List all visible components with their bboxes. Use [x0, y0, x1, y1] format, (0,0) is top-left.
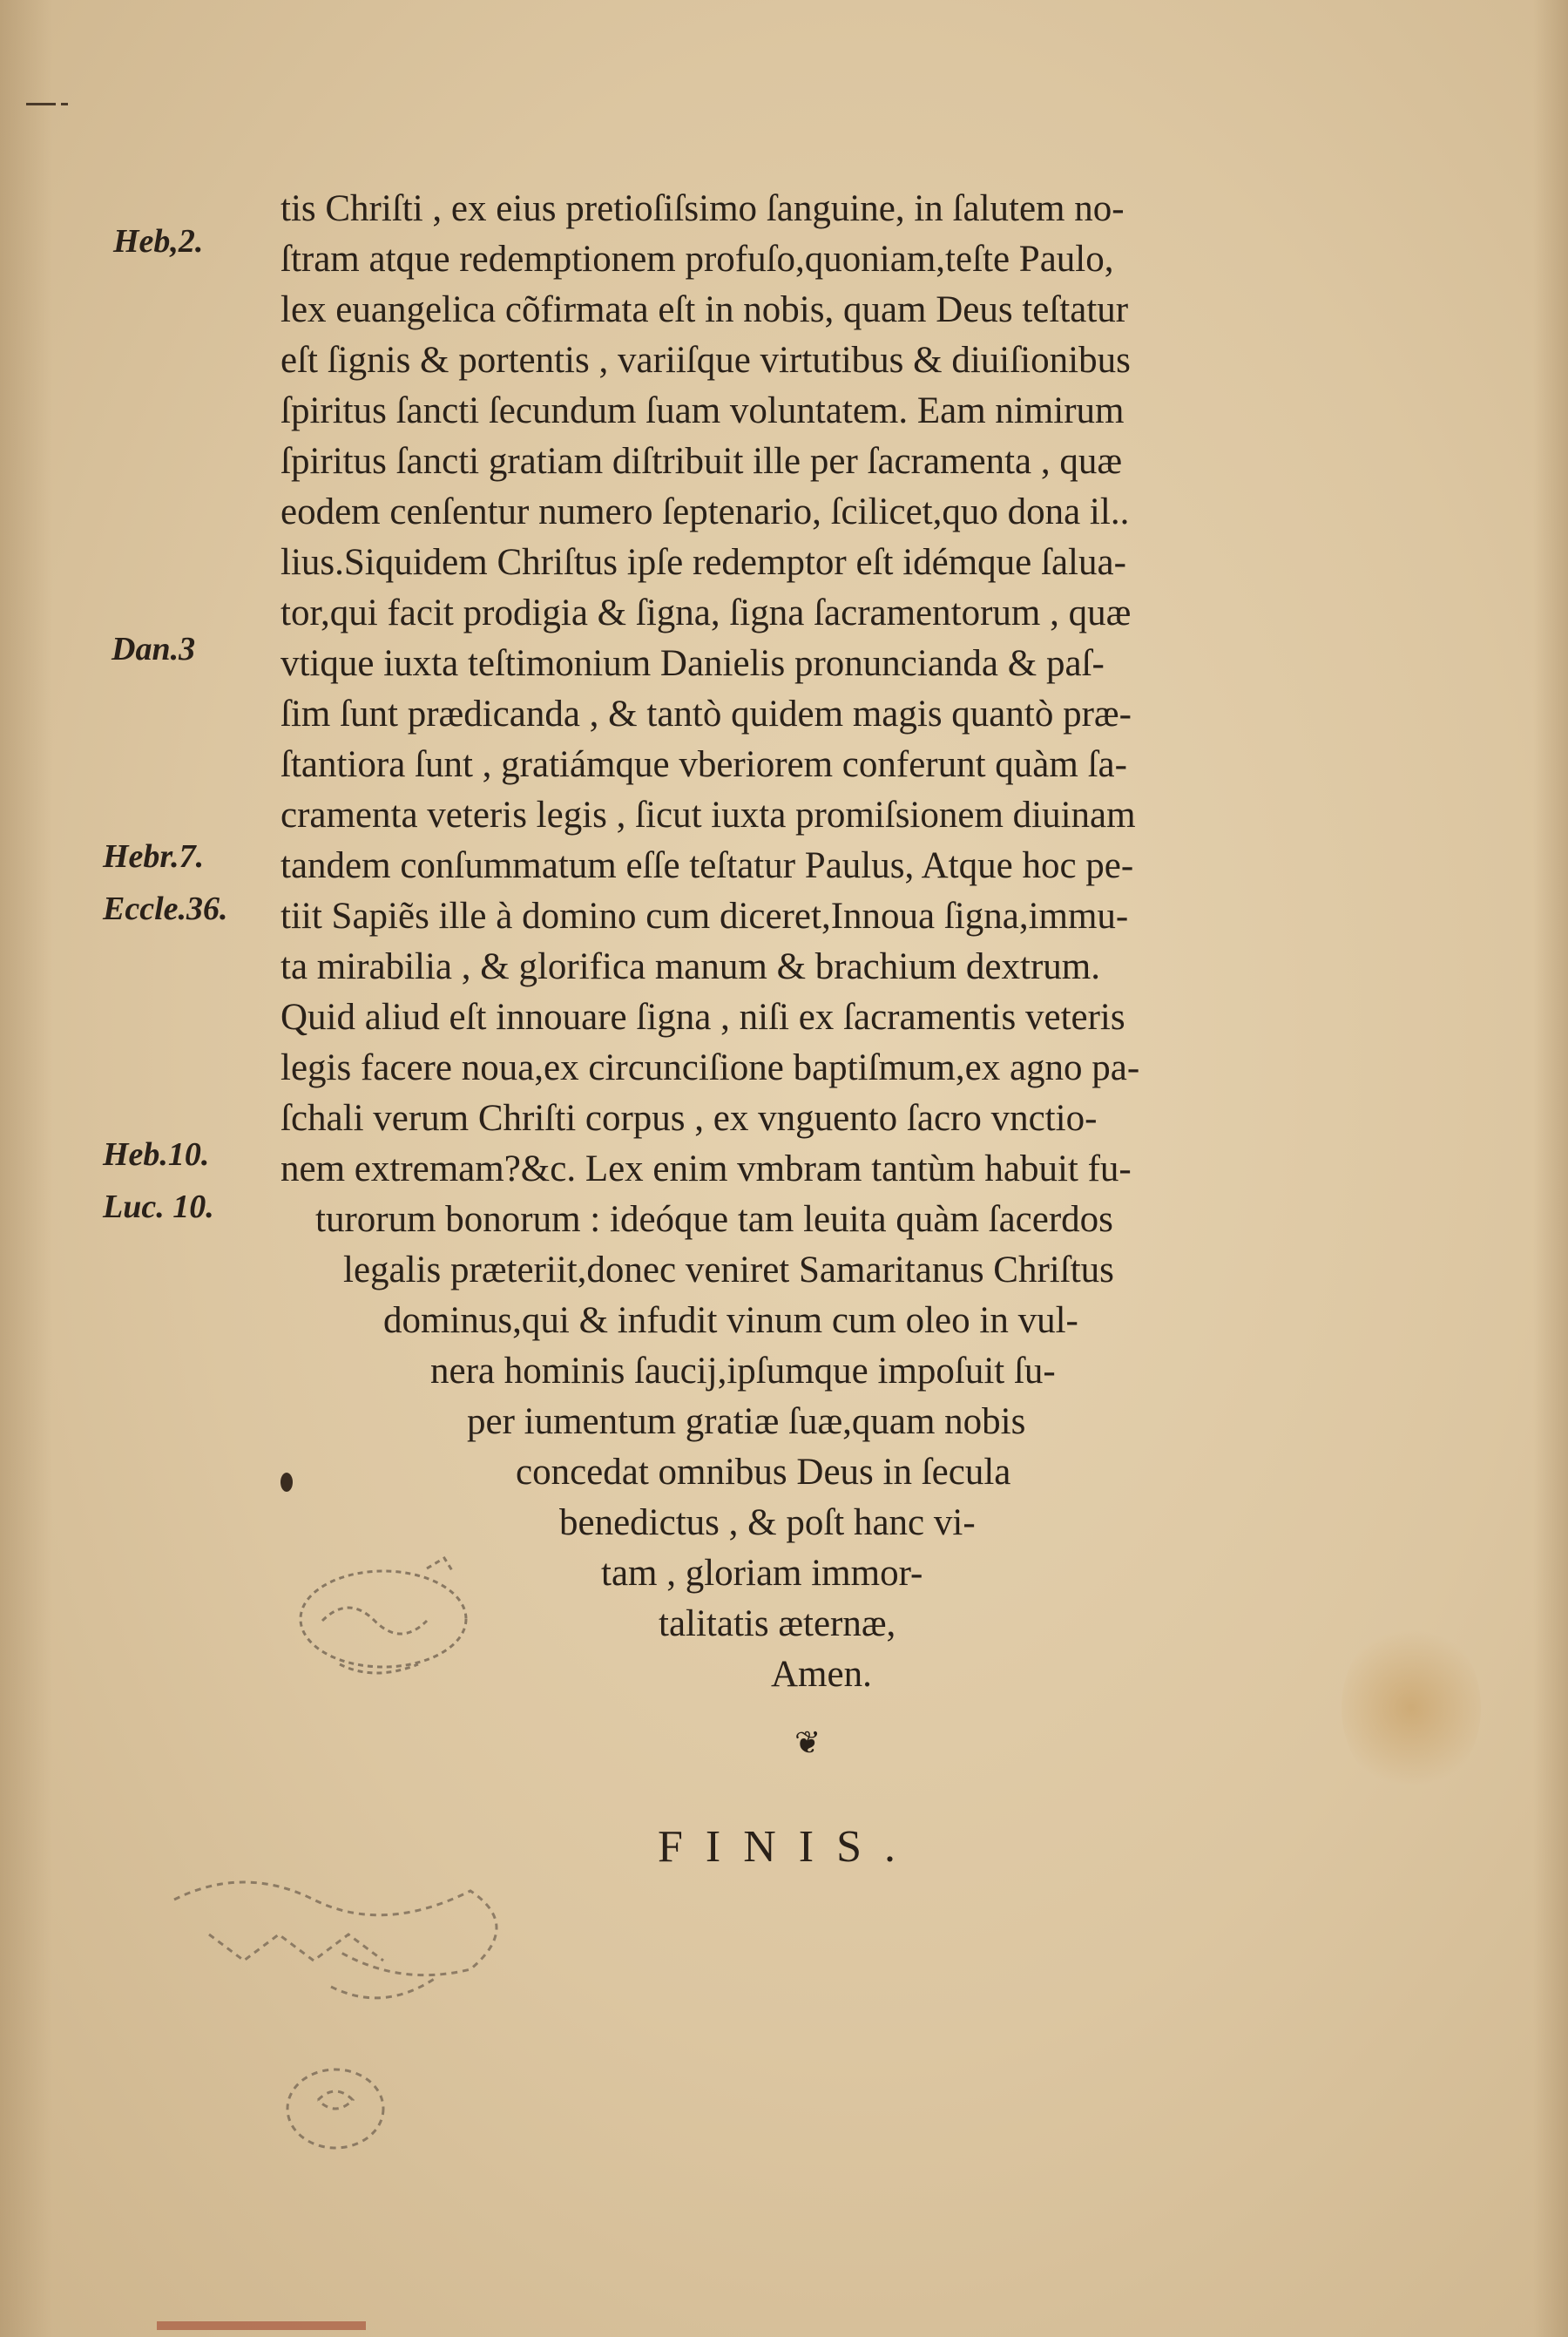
text-line: talitatis æternæ,: [659, 1603, 896, 1644]
ink-dot: [280, 1473, 293, 1492]
page-edge-shadow-right: [1533, 0, 1568, 2337]
text-line: ſtram atque redemptionem profuſo,quoniam,teſte Paulo,: [280, 239, 1114, 280]
margin-note: Heb,2.: [113, 223, 204, 260]
text-line: ſim ſunt prædicanda , & tantò quidem magis quantò præ-: [280, 694, 1132, 735]
text-line: nera hominis ſaucij,ipſumque impoſuit ſu-: [430, 1351, 1056, 1392]
margin-note: Dan.3: [112, 631, 196, 667]
finis-heading: FINIS.: [658, 1822, 919, 1872]
text-line: ſtantiora ſunt , gratiámque vberiorem conferunt quàm ſa-: [280, 744, 1127, 785]
text-line: cramenta veteris legis , ſicut iuxta promiſsionem diuinam: [280, 795, 1136, 836]
page-edge-shadow-left: [0, 0, 52, 2337]
text-line: vtique iuxta teſtimonium Danielis pronuncianda & paſ-: [280, 643, 1105, 684]
text-line: Quid aliud eſt innouare ſigna , niſi ex ſacramentis veteris: [280, 997, 1125, 1038]
text-line: eſt ſignis & portentis , variiſque virtutibus & diuiſionibus: [280, 340, 1131, 381]
text-line: lius.Siquidem Chriſtus ipſe redemptor eſt idémque ſaluа-: [280, 542, 1126, 583]
text-line: legalis præteriit,donec veniret Samaritanus Chriſtus: [343, 1250, 1114, 1290]
text-line: legis facere noua,ex circunciſione baptiſmum,ex agno pa-: [280, 1047, 1140, 1088]
corner-mark: [26, 103, 56, 105]
margin-note: Luc. 10.: [103, 1189, 214, 1225]
text-line: tandem conſummatum eſſe teſtatur Paulus, Atque hoc pe-: [280, 845, 1134, 886]
text-line: dominus,qui & infudit vinum cum oleo in vul-: [383, 1300, 1078, 1341]
text-line: Amen.: [771, 1654, 872, 1695]
corner-mark: [61, 103, 68, 105]
text-line: concedat omnibus Deus in ſecula: [516, 1452, 1011, 1493]
margin-note: Heb.10.: [103, 1136, 210, 1173]
text-line: ſpiritus ſancti gratiam diſtribuit ille per ſacramenta , quæ: [280, 441, 1123, 482]
text-line: ta mirabilia , & glorifica manum & brachium dextrum.: [280, 946, 1100, 987]
text-line: lex euangelica cõfirmata eſt in nobis, quam Deus teſtatur: [280, 289, 1129, 330]
text-line: ſpiritus ſancti ſecundum ſuam voluntatem. Eam nimirum: [280, 390, 1125, 431]
ornament-icon: ❦: [794, 1725, 821, 1761]
text-line: eodem cenſentur numero ſeptenario, ſcilicet,quo dona il..: [280, 491, 1130, 532]
text-line: turorum bonorum : ideóque tam leuita quàm ſacerdos: [315, 1199, 1113, 1240]
text-line: tor,qui facit prodigia & ſigna, ſigna ſacramentorum , quæ: [280, 593, 1132, 633]
text-line: per iumentum gratiæ ſuæ,quam nobis: [467, 1401, 1026, 1442]
text-line: nem extremam?&c. Lex enim vmbram tantùm habuit fu-: [280, 1148, 1132, 1189]
text-line: tis Chriſti , ex eius pretioſiſsimo ſanguine, in ſalutem no-: [280, 188, 1125, 229]
margin-note: Hebr.7.: [103, 838, 205, 875]
text-line: tiit Sapiẽs ille à domino cum diceret,Innoua ſigna,immu-: [280, 896, 1129, 937]
paper-stain: [1342, 1621, 1481, 1795]
text-line: ſchali verum Chriſti corpus , ex vnguento ſacro vnctio-: [280, 1098, 1098, 1139]
bottom-edge-mark: [157, 2321, 366, 2330]
margin-note: Eccle.36.: [103, 891, 228, 927]
text-line: benedictus , & poſt hanc vi-: [559, 1502, 976, 1543]
ink-stamp-icon: [287, 1551, 540, 1717]
text-line: tam , gloriam immor-: [601, 1553, 923, 1594]
ink-stamp-icon: [157, 1847, 610, 2196]
